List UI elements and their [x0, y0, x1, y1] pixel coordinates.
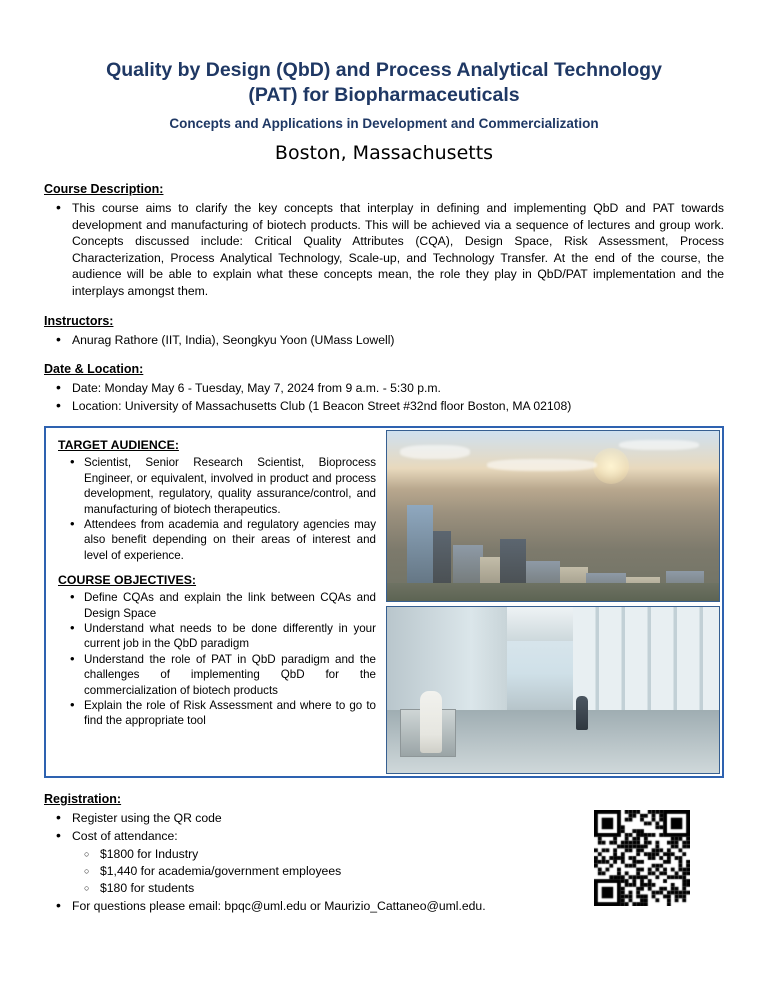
- list-item: • For questions please email: bpqc@uml.edu or Maurizio_Cattaneo@uml.edu.: [44, 898, 724, 915]
- list-item: • Understand what needs to be done differently in your current job in the QbD paradigm: [58, 621, 376, 652]
- list-item: ○ $1,440 for academia/government employees: [44, 863, 724, 880]
- list-item: • Location: University of Massachusetts Club (1 Beacon Street #32nd floor Boston, MA 02108): [44, 398, 724, 415]
- list-item: • Define CQAs and explain the link between CQAs and Design Space: [58, 590, 376, 621]
- cloud-shape: [619, 440, 699, 450]
- registration-heading: Registration:: [44, 792, 122, 807]
- page-title: [70, 58, 698, 108]
- instructors-section: [44, 314, 724, 349]
- biomanufacturing-corridor-photo: [386, 606, 720, 774]
- registration-qr-code[interactable]: [594, 810, 690, 906]
- audience-objectives-box: [44, 426, 724, 778]
- course-description-section: [44, 182, 724, 300]
- instructors-list: [44, 332, 724, 349]
- page-title-line2: (PAT) for Biopharmaceuticals: [248, 84, 520, 106]
- cloud-shape: [400, 445, 470, 459]
- list-item: • Anurag Rathore (IIT, India), Seongkyu Yoon (UMass Lowell): [44, 332, 724, 349]
- treeline-shape: [387, 583, 719, 601]
- page-title-line1: Quality by Design (QbD) and Process Analytical Technology: [106, 59, 662, 81]
- target-audience-heading: TARGET AUDIENCE:: [58, 438, 179, 453]
- sun-glow-icon: [593, 448, 629, 484]
- person-figure: [576, 696, 588, 730]
- date-location-list: [44, 380, 724, 414]
- page-subtitle: Concepts and Applications in Development and Commercialization: [169, 116, 599, 131]
- page-city: Boston, Massachusetts: [274, 142, 494, 164]
- list-item: • This course aims to clarify the key concepts that interplay in defining and implementing QbD and PAT towards development and manufacturing of biotech products. This will be achieved via a sequence of lectures and group work. Concepts discussed include: Critical Quality Attributes (CQA), Design Space, Risk Assessment, Process Characterization, Process Analytical Technology, Scale-up, and Technology Transfer. At the end of the course, the audience will be able to explain what these concepts mean, the role they play in QbD/PAT implementation and the interplays amongst them.: [44, 200, 724, 300]
- list-item: • Scientist, Senior Research Scientist, Bioprocess Engineer, or equivalent, involved in product and process development, regulatory, quality assurance/control, and manufacturing of biotech therapeutics.: [58, 455, 376, 517]
- list-item: ○ $1800 for Industry: [44, 846, 724, 863]
- technician-figure: [420, 691, 442, 753]
- list-item: • Attendees from academia and regulatory agencies may also benefit depending on their areas of interest and level of experience.: [58, 517, 376, 563]
- boston-skyline-photo: [386, 430, 720, 602]
- course-objectives-heading: COURSE OBJECTIVES:: [58, 573, 197, 588]
- course-description-list: [44, 200, 724, 300]
- registration-section: [0, 792, 768, 914]
- instructors-heading: Instructors:: [44, 313, 114, 328]
- target-audience-list: [58, 455, 376, 563]
- main-content: [0, 182, 768, 414]
- list-item: • Date: Monday May 6 - Tuesday, May 7, 2024 from 9 a.m. - 5:30 p.m.: [44, 380, 724, 397]
- box-image-column: [386, 428, 722, 776]
- box-text-column: [46, 428, 386, 776]
- list-item: ○ $180 for students: [44, 880, 724, 897]
- list-item: • Explain the role of Risk Assessment and where to go to find the appropriate tool: [58, 698, 376, 729]
- list-item: • Register using the QR code: [44, 810, 724, 827]
- list-item: • Cost of attendance:: [44, 828, 724, 845]
- course-objectives-list: [58, 590, 376, 729]
- date-location-heading: Date & Location:: [44, 362, 144, 377]
- cloud-shape: [487, 459, 597, 471]
- course-description-heading: Course Description:: [44, 182, 164, 196]
- title-block: [0, 0, 768, 166]
- list-item: • Understand the role of PAT in QbD paradigm and the challenges of implementing QbD for the commercialization of biotech products: [58, 652, 376, 698]
- date-location-section: [44, 362, 724, 414]
